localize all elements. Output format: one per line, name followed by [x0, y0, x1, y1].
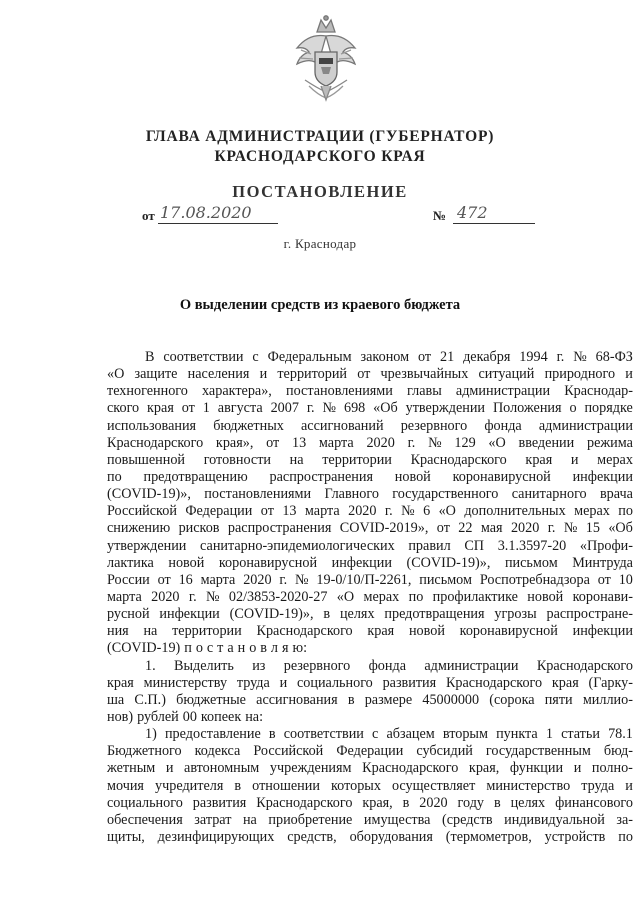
body-line: «О защите населения и территорий от чрезвычайных ситуаций природного и: [107, 366, 633, 383]
body-line: нов) рублей 00 копеек на:: [107, 708, 264, 725]
coat-of-arms-emblem: [291, 14, 361, 102]
document-body: [107, 349, 633, 846]
body-line: ского края от 1 августа 2007 г. № 698 «Об утверждении Положения о порядке: [107, 400, 633, 417]
body-line: Российской Федерации от 13 марта 2020 г. № 6 «О дополнительных мерах по: [107, 503, 633, 520]
body-line: ния на территории Краснодарского края новой коронавирусной инфекции: [107, 623, 633, 640]
body-line: (COVID-19) п о с т а н о в л я ю:: [107, 640, 308, 657]
body-line: (COVID-19)», постановлениями Главного государственного санитарного врача: [107, 486, 633, 503]
number-label: №: [433, 208, 447, 223]
body-line: ша С.П.) бюджетные ассигнования в размере 45000000 (сорока пяти миллио-: [107, 691, 633, 708]
date-label: от: [142, 208, 155, 223]
body-line: марта 2020 г. № 02/3853-2020-27 «О мерах по профилактике новой коронави-: [107, 588, 633, 605]
body-line: жетным и автономным учреждениям Краснодарского края, функции и полно-: [107, 760, 633, 777]
body-line: края министерству труда и социального развития Краснодарского края (Гарку-: [107, 674, 633, 691]
body-line: мочия учредителя в отношении которых осуществляет министерство труда и: [107, 777, 633, 794]
number-value: 472: [453, 203, 535, 224]
body-line: России от 16 марта 2020 г. № 19-0/10/П-2261, письмом Роспотребнадзора от 10: [107, 571, 633, 588]
body-line: утверждении санитарно-эпидемиологических правил СП 3.1.3597-20 «Профи-: [107, 537, 633, 554]
body-line: 1. Выделить из резервного фонда администрации Краснодарского: [145, 657, 633, 674]
body-line: Краснодарского края», от 13 марта 2020 г. № 129 «О введении режима: [107, 434, 633, 451]
body-line: снижению рисков распространения COVID-2019», от 22 мая 2020 г. № 15 «Об: [107, 520, 633, 537]
body-line: по предотвращению распространения новой коронавирусной инфекции: [107, 468, 633, 485]
body-line: техногенного характера», постановлениями главы администрации Краснодар-: [107, 383, 633, 400]
city-name: г. Краснодар: [283, 236, 357, 251]
body-line: щиты, дезинфицирующих средств, оборудования (термометров, устройств по: [107, 828, 633, 845]
document-title: О выделении средств из краевого бюджета: [179, 297, 461, 313]
body-line: В соответствии с Федеральным законом от 21 декабря 1994 г. № 68-ФЗ: [145, 349, 633, 365]
date-value: 17.08.2020: [158, 203, 278, 224]
body-line: обеспечения затрат на приобретение имущества (средств индивидуальной за-: [107, 811, 633, 828]
body-line: использования бюджетных ассигнований резервного фонда администрации: [107, 417, 633, 434]
body-line: социального развития Краснодарского края, в 2020 году в целях финансового: [107, 794, 633, 811]
authority-title-line-1: ГЛАВА АДМИНИСТРАЦИИ (ГУБЕРНАТОР): [145, 128, 495, 145]
body-line: Бюджетного кодекса Российской Федерации субсидий государственным бюд-: [107, 743, 633, 760]
body-line: русной инфекции (COVID-19)», в целях предотвращения угрозы распростране-: [107, 606, 633, 623]
body-line: лактика новой коронавирусной инфекции (COVID-19)», письмом Минтруда: [107, 554, 633, 571]
body-line: повышенной готовности на территории Краснодарского края и мерах: [107, 451, 633, 468]
authority-title-line-2: КРАСНОДАРСКОГО КРАЯ: [214, 148, 426, 165]
body-line: 1) предоставление в соответствии с абзацем вторым пункта 1 статьи 78.1: [145, 726, 633, 743]
document-type: ПОСТАНОВЛЕНИЕ: [232, 182, 408, 201]
